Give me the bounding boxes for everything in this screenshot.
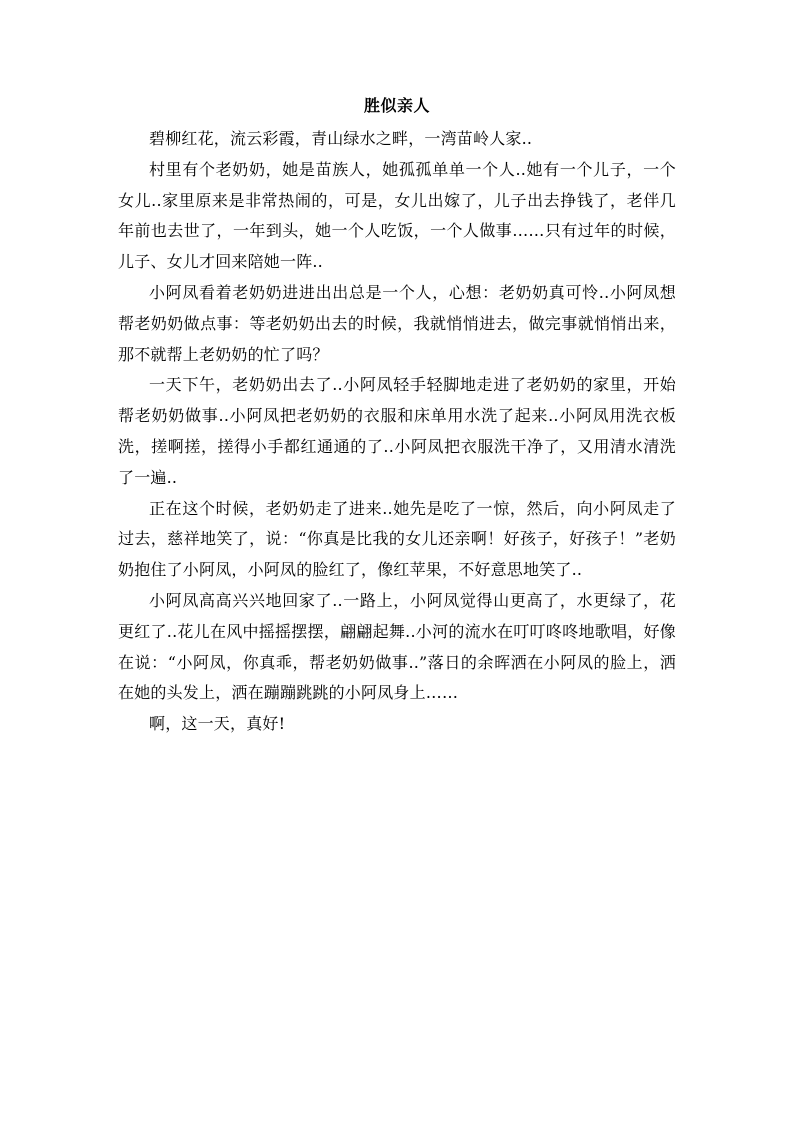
- paragraph-4: 一天下午，老奶奶出去了..小阿凤轻手轻脚地走进了老奶奶的家里，开始帮老奶奶做事..小阿凤把老奶奶的衣服和床单用水洗了起来..小阿凤用洗衣板洗，搓啊搓，搓得小手都红通通的了..小阿凤把衣服洗干净了，又用清水清洗了一遍..: [118, 375, 676, 487]
- paragraph-2: 村里有个老奶奶，她是苗族人，她孤孤单单一个人..她有一个儿子，一个女儿..家里原来是非常热闹的，可是，女儿出嫁了，儿子出去挣钱了，老伴几年前也去世了，一年到头，她一个人吃饭，一个人做事……只有过年的时候，儿子、女儿才回来陪她一阵..: [118, 159, 676, 272]
- paragraph-3: 小阿凤看着老奶奶进进出出总是一个人，心想：老奶奶真可怜..小阿凤想帮老奶奶做点事：等老奶奶出去的时候，我就悄悄进去，做完事就悄悄出来，那不就帮上老奶奶的忙了吗？: [118, 282, 676, 364]
- paragraph-5: 正在这个时候，老奶奶走了进来..她先是吃了一惊，然后，向小阿凤走了过去，慈祥地笑了，说：“你真是比我的女儿还亲啊！好孩子，好孩子！”老奶奶抱住了小阿凤，小阿凤的脸红了，像红苹果，不好意思地笑了..: [118, 498, 676, 580]
- paragraph-6: 小阿凤高高兴兴地回家了..一路上，小阿凤觉得山更高了，水更绿了，花更红了..花儿在风中摇摇摆摆，翩翩起舞..小河的流水在叮叮咚咚地歌唱，好像在说：“小阿凤，你真乖，帮老奶奶做事..”落日的余晖洒在小阿凤的脸上，洒在她的头发上，洒在蹦蹦跳跳的小阿凤身上……: [118, 590, 676, 703]
- document-page: [118, 94, 676, 740]
- document-title: 胜似亲人: [363, 96, 430, 115]
- paragraph-7: 啊，这一天，真好!: [149, 714, 286, 734]
- paragraph-1: 碧柳红花，流云彩霞，青山绿水之畔，一湾苗岭人家..: [149, 129, 533, 148]
